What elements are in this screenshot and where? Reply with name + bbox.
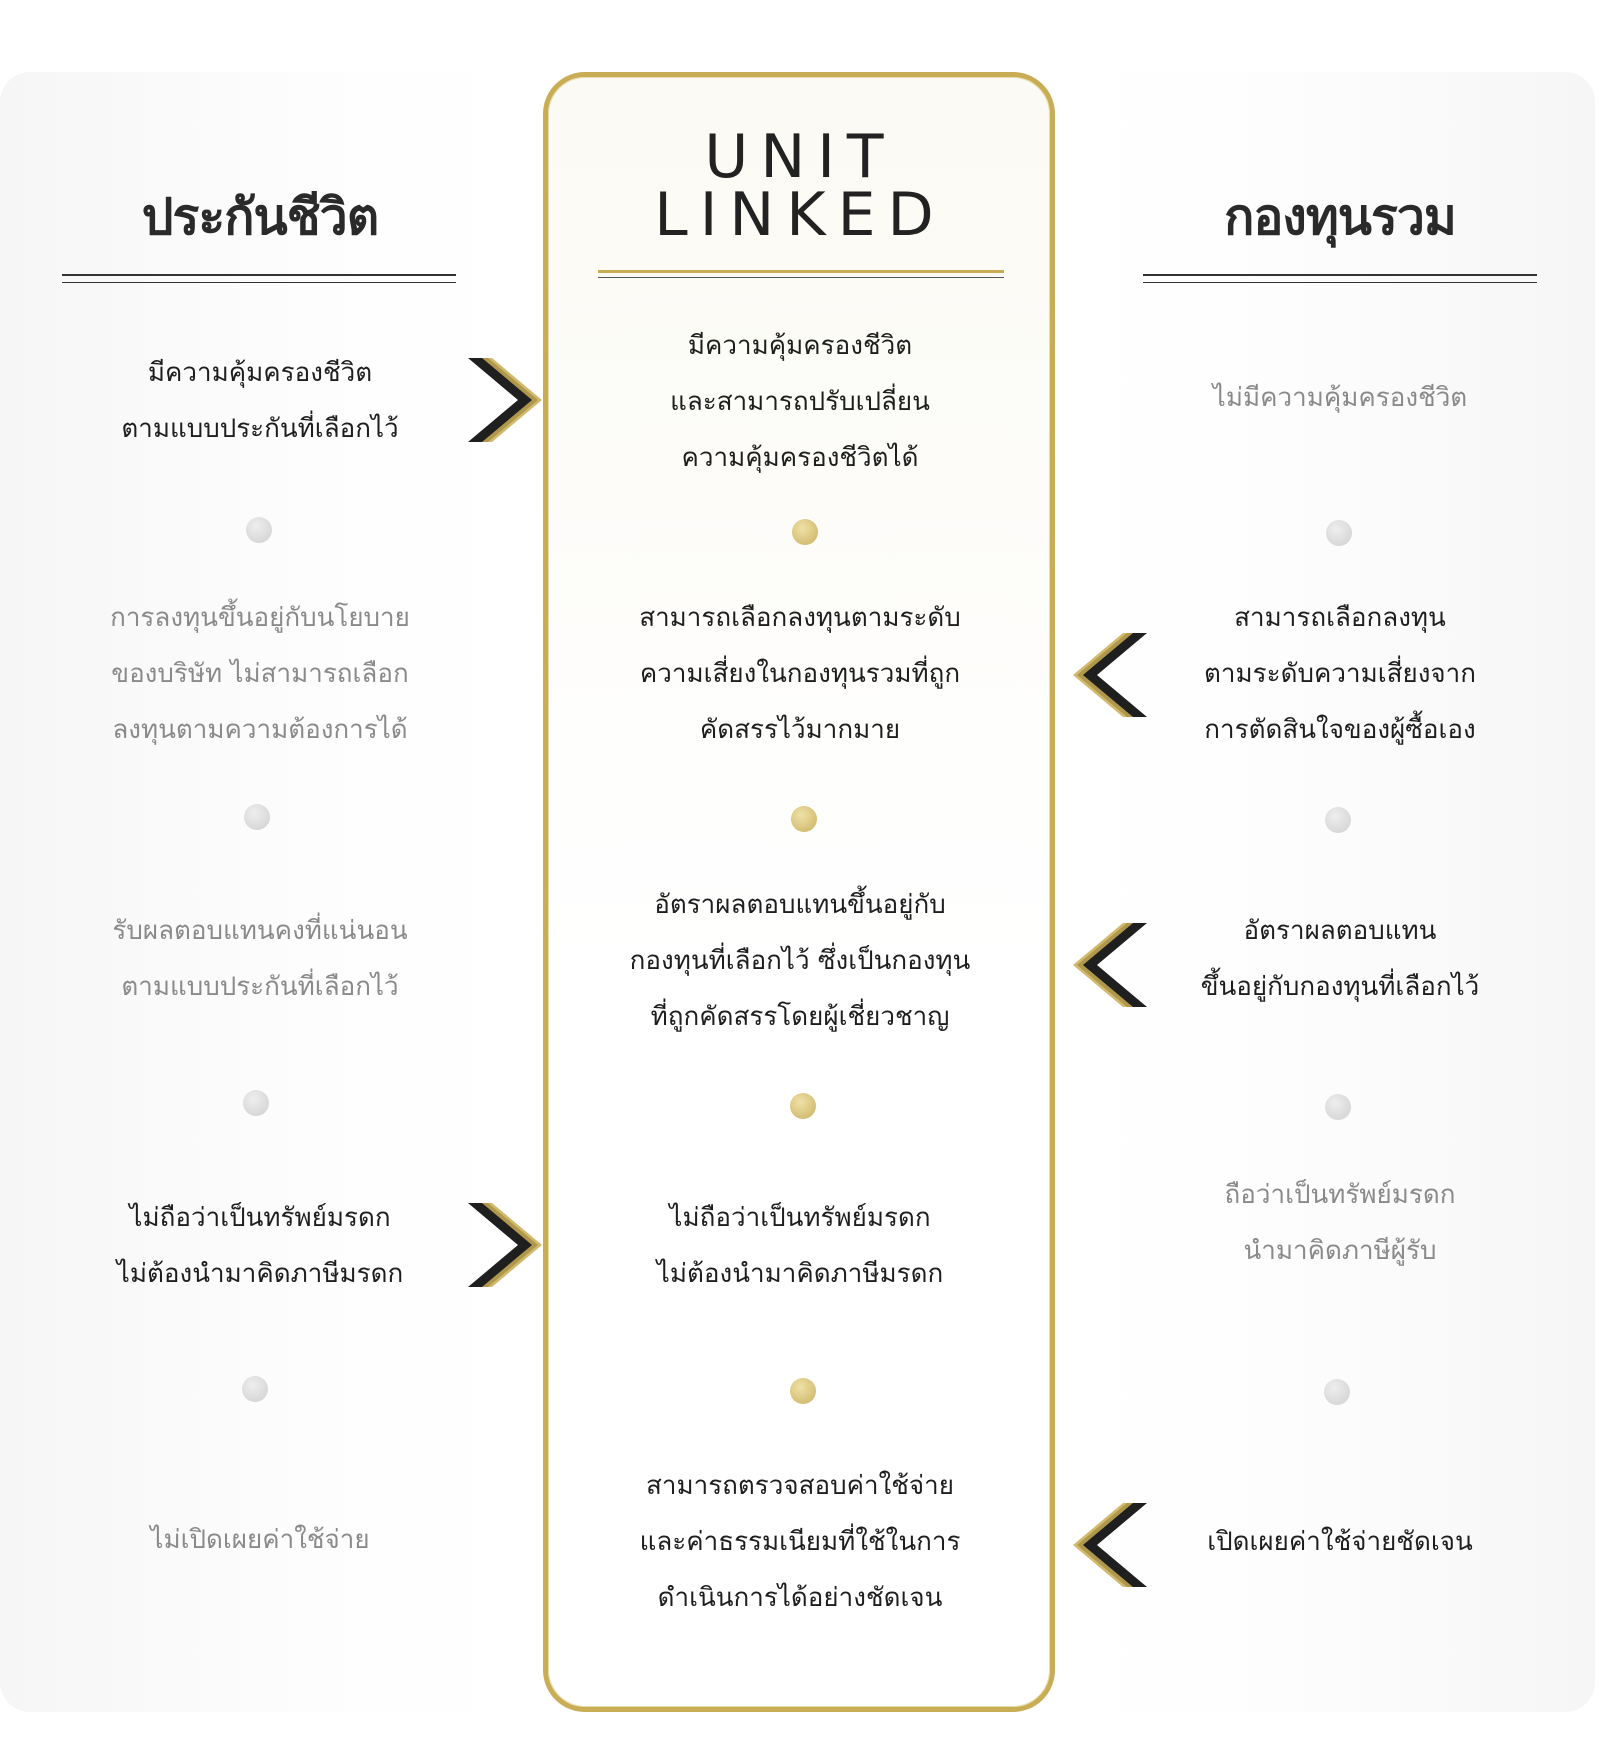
chevron-left-icon — [1065, 625, 1155, 725]
row-4-life-insurance: ไม่ถือว่าเป็นทรัพย์มรดก ไม่ต้องนำมาคิดภาษีมรดก — [116, 1203, 404, 1289]
mutual-fund-heading: กองทุนรวม — [1224, 188, 1456, 246]
separator-dot-icon — [246, 517, 272, 543]
separator-dot-icon — [1326, 520, 1352, 546]
row-2-unit-linked: สามารถเลือกลงทุนตามระดับ ความเสี่ยงในกองทุนรวมที่ถูก คัดสรรไว้มากมาย — [639, 603, 961, 745]
separator-dot-icon — [242, 1376, 268, 1402]
row-5-life-insurance: ไม่เปิดเผยค่าใช้จ่าย — [150, 1525, 370, 1555]
row-4-mutual-fund: ถือว่าเป็นทรัพย์มรดก นำมาคิดภาษีผู้รับ — [1224, 1180, 1456, 1266]
heading-underline-center — [598, 270, 1004, 278]
separator-dot-icon — [243, 1090, 269, 1116]
row-4-unit-linked: ไม่ถือว่าเป็นทรัพย์มรดก ไม่ต้องนำมาคิดภาษีมรดก — [656, 1203, 944, 1289]
chevron-left-icon — [1065, 1495, 1155, 1595]
separator-dot-icon — [1324, 1379, 1350, 1405]
row-5-mutual-fund: เปิดเผยค่าใช้จ่ายชัดเจน — [1207, 1527, 1473, 1557]
life-insurance-column-background — [0, 72, 510, 1712]
row-1-mutual-fund: ไม่มีความคุ้มครองชีวิต — [1212, 383, 1468, 413]
row-5-unit-linked: สามารถตรวจสอบค่าใช้จ่าย และค่าธรรมเนียมที่ใช้ในการ ดำเนินการได้อย่างชัดเจน — [639, 1471, 961, 1613]
life-insurance-heading: ประกันชีวิต — [141, 188, 379, 246]
heading-underline-right — [1143, 274, 1537, 283]
row-2-life-insurance: การลงทุนขึ้นอยู่กับนโยบาย ของบริษัท ไม่สามารถเลือก ลงทุนตามความต้องการได้ — [110, 603, 410, 745]
row-3-life-insurance: รับผลตอบแทนคงที่แน่นอน ตามแบบประกันที่เลือกไว้ — [112, 916, 408, 1002]
row-3-unit-linked: อัตราผลตอบแทนขึ้นอยู่กับ กองทุนที่เลือกไว้ ซึ่งเป็นกองทุน ที่ถูกคัดสรรโดยผู้เชี่ยวชาญ — [629, 890, 971, 1032]
separator-dot-icon — [1325, 807, 1351, 833]
row-2-mutual-fund: สามารถเลือกลงทุน ตามระดับความเสี่ยงจาก การตัดสินใจของผู้ซื้อเอง — [1204, 603, 1476, 745]
row-1-unit-linked: มีความคุ้มครองชีวิต และสามารถปรับเปลี่ยน ความคุ้มครองชีวิตได้ — [670, 331, 930, 473]
separator-dot-icon — [790, 1378, 816, 1404]
row-3-mutual-fund: อัตราผลตอบแทน ขึ้นอยู่กับกองทุนที่เลือกไว้ — [1200, 916, 1480, 1002]
separator-dot-icon — [790, 1093, 816, 1119]
separator-dot-icon — [1325, 1094, 1351, 1120]
chevron-left-icon — [1065, 915, 1155, 1015]
mutual-fund-column-background — [1085, 72, 1595, 1712]
heading-underline-left — [62, 274, 456, 283]
separator-dot-icon — [244, 804, 270, 830]
chevron-right-icon — [460, 350, 550, 450]
separator-dot-icon — [791, 806, 817, 832]
unit-linked-heading-line-1: UNIT — [704, 122, 896, 192]
unit-linked-heading-line-2: LINKED — [654, 180, 946, 250]
separator-dot-icon — [792, 519, 818, 545]
row-1-life-insurance: มีความคุ้มครองชีวิต ตามแบบประกันที่เลือกไว้ — [121, 358, 399, 444]
chevron-right-icon — [460, 1195, 550, 1295]
